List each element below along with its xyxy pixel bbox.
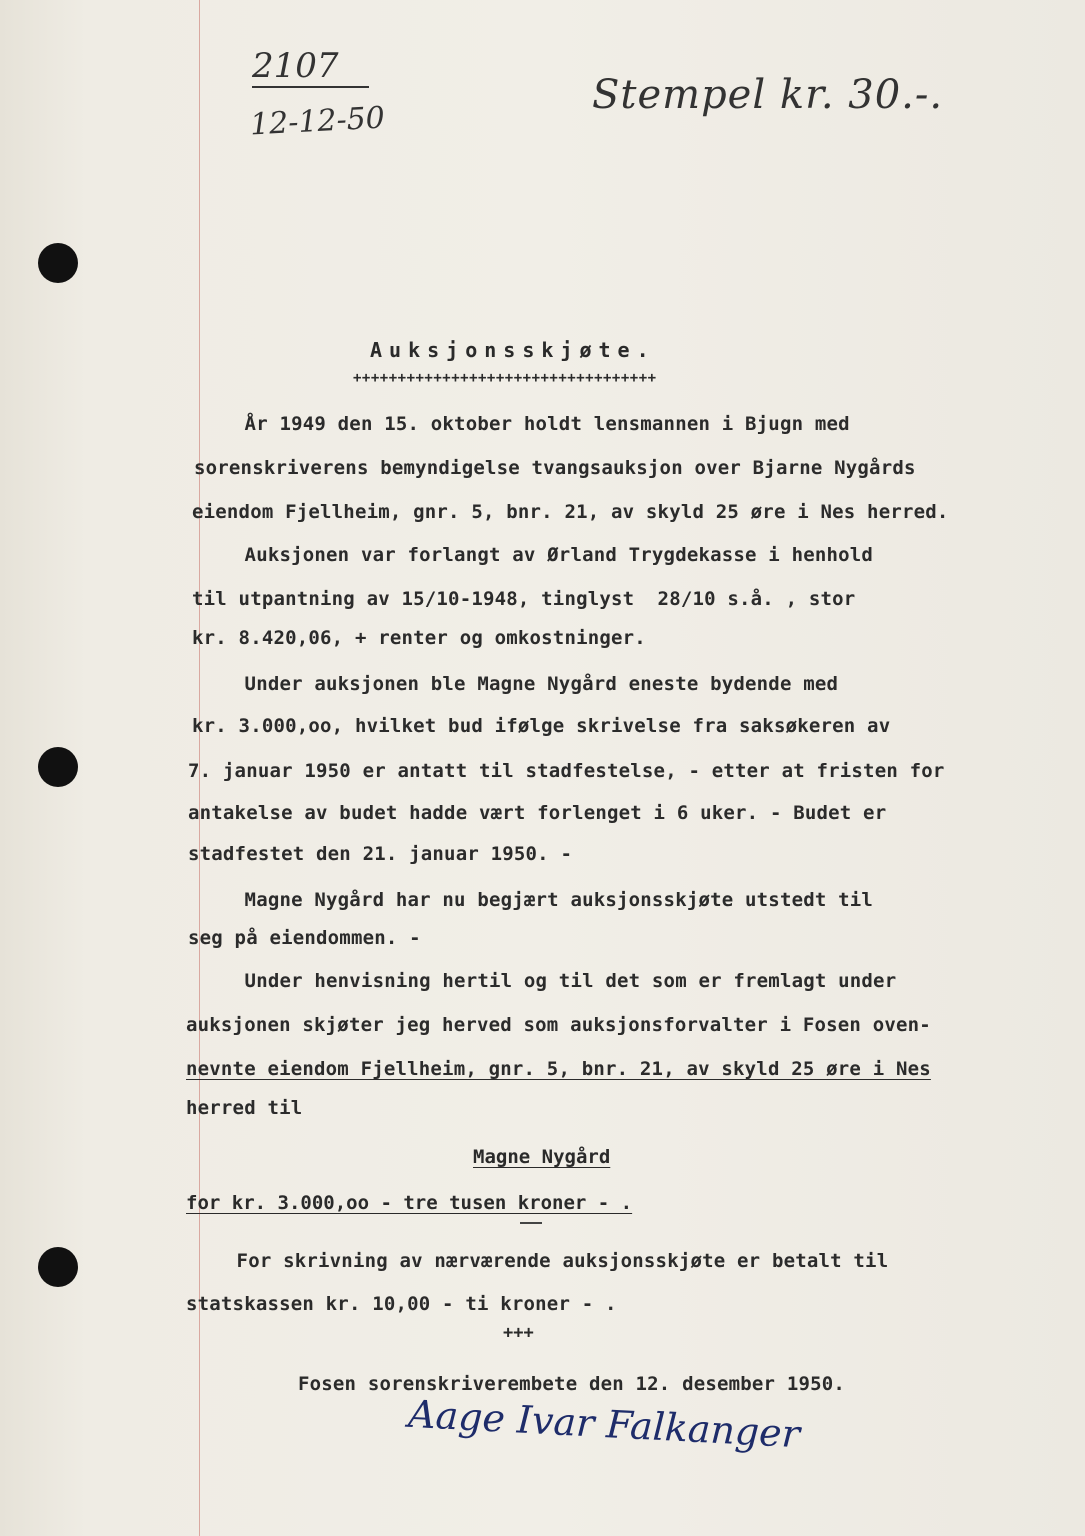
paragraph-line: Under henvisning hertil og til det som er fremlagt under (198, 970, 897, 992)
paragraph-line: 7. januar 1950 er antatt til stadfestelse, - etter at fristen for (188, 760, 945, 782)
paragraph-line: Magne Nygård har nu begjært auksjonsskjøte utstedt til (198, 889, 874, 911)
buyer-name: Magne Nygård (473, 1146, 611, 1168)
document-title: Auksjonsskjøte. (370, 338, 656, 362)
paragraph-line: herred til (186, 1097, 303, 1119)
paragraph-line: Under auksjonen ble Magne Nygård eneste bydende med (198, 673, 839, 695)
case-date: 12-12-50 (249, 100, 386, 143)
paragraph-line: stadfestet den 21. januar 1950. - (188, 843, 573, 865)
paragraph-line: seg på eiendommen. - (188, 927, 421, 949)
punch-hole (38, 1247, 78, 1287)
signature: Aage Ivar Falkanger (407, 1391, 801, 1457)
closing-line: Fosen sorenskriverembete den 12. desember 1950. (298, 1373, 846, 1395)
punch-hole (38, 747, 78, 787)
stamp-note: Stempel kr. 30.-. (592, 72, 944, 118)
property-description: nevnte eiendom Fjellheim, gnr. 5, bnr. 21, av skyld 25 øre i Nes (186, 1058, 931, 1080)
separator-dash (520, 1222, 542, 1224)
paragraph-line: Auksjonen var forlangt av Ørland Trygdekasse i henhold (198, 544, 874, 566)
punch-hole (38, 243, 78, 283)
paragraph-line: kr. 8.420,06, + renter og omkostninger. (192, 627, 646, 649)
paragraph-line: antakelse av budet hadde vært forlenget i 6 uker. - Budet er (188, 802, 887, 824)
fee-line: For skrivning av nærværende auksjonsskjøte er betalt til (190, 1250, 889, 1272)
paragraph-line: til utpantning av 15/10-1948, tinglyst 28/10 s.å. , stor (192, 588, 856, 610)
separator-mark: +++ (503, 1323, 534, 1343)
paragraph-line: sorenskriverens bemyndigelse tvangsauksjon over Bjarne Nygårds (194, 457, 916, 479)
paragraph-line: auksjonen skjøter jeg herved som auksjonsforvalter i Fosen oven- (186, 1014, 931, 1036)
fee-line: statskassen kr. 10,00 - ti kroner - . (186, 1293, 617, 1315)
price-line: for kr. 3.000,oo - tre tusen kroner - . (186, 1192, 633, 1214)
paragraph-line: eiendom Fjellheim, gnr. 5, bnr. 21, av skyld 25 øre i Nes herred. (192, 501, 949, 523)
case-number: 2107 (252, 46, 369, 88)
paragraph-line: kr. 3.000,oo, hvilket bud ifølge skrivelse fra saksøkeren av (192, 715, 891, 737)
paragraph-line: År 1949 den 15. oktober holdt lensmannen i Bjugn med (198, 413, 850, 435)
title-underline: ++++++++++++++++++++++++++++++++++ (353, 370, 657, 386)
